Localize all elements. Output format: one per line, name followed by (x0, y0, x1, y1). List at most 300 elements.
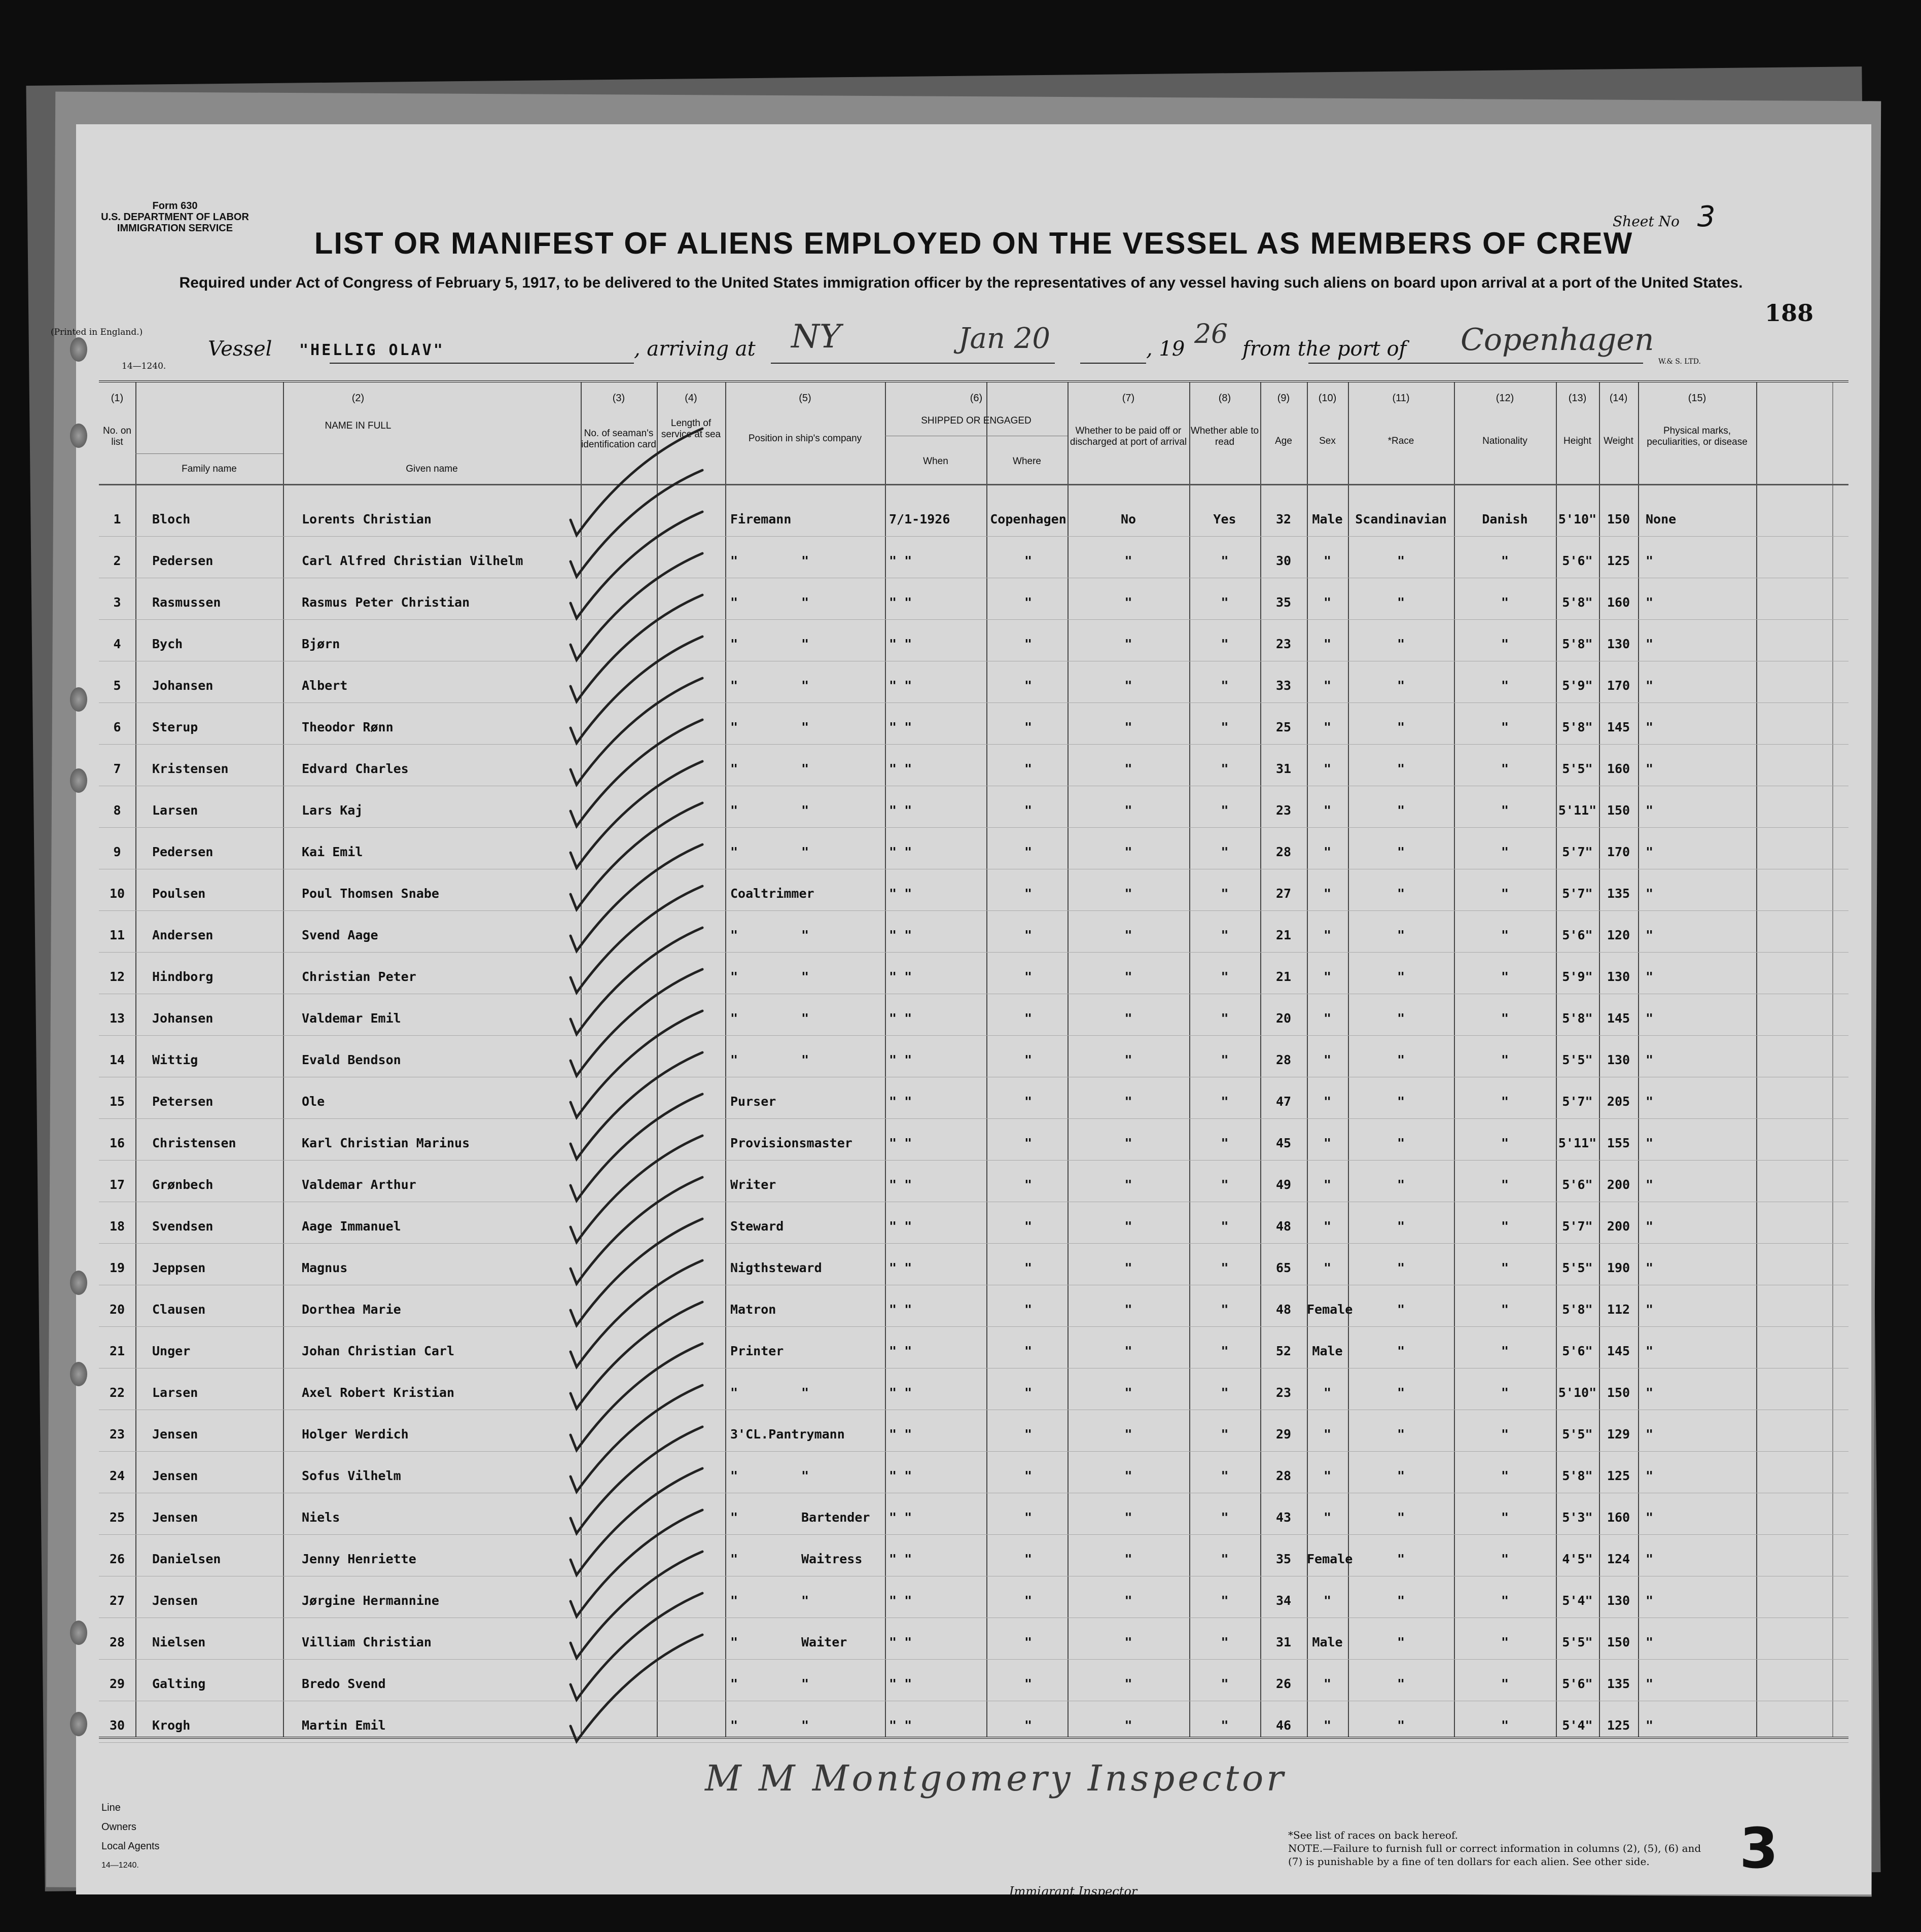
shipped-when: " " (889, 553, 912, 568)
position-detail: " (801, 761, 809, 776)
height: 5'8" (1562, 1011, 1593, 1026)
age: 31 (1275, 761, 1292, 776)
weight: 170 (1607, 845, 1630, 859)
table-row (99, 1427, 1848, 1467)
height: 5'11" (1558, 803, 1597, 818)
race: " (1397, 678, 1405, 693)
height: 5'6" (1562, 928, 1593, 942)
sheet-label: Sheet No (1613, 213, 1680, 230)
age: 48 (1275, 1219, 1292, 1234)
nationality: " (1501, 1302, 1509, 1317)
race: " (1397, 1011, 1405, 1026)
paid-off: " (1124, 1552, 1132, 1566)
weight: 135 (1607, 886, 1630, 901)
given-name: Magnus (302, 1260, 348, 1275)
race: " (1397, 1260, 1405, 1275)
shipped-when: " " (889, 845, 912, 859)
family-name: Poulsen (152, 886, 206, 901)
row-number: 1 (113, 512, 121, 526)
position: " (730, 637, 738, 651)
family-name: Hindborg (152, 969, 214, 984)
physical-marks: " (1646, 1635, 1654, 1649)
shipped-where: " (1024, 803, 1033, 818)
family-name: Jeppsen (152, 1260, 206, 1275)
family-name: Petersen (152, 1094, 214, 1109)
position-detail: " (801, 1468, 809, 1483)
row-number: 25 (109, 1510, 125, 1525)
shipped-where: Copenhagen (990, 512, 1066, 526)
table-row (99, 928, 1848, 968)
given-name: Valdemar Arthur (302, 1177, 416, 1192)
col-num-14: (14) (1609, 393, 1628, 404)
position-detail: " (801, 637, 809, 651)
physical-marks: " (1646, 928, 1654, 942)
row-number: 30 (109, 1718, 125, 1733)
shipped-where: " (1024, 1302, 1033, 1317)
header-height: Height (1563, 436, 1591, 446)
position: " (730, 595, 738, 610)
age: 20 (1275, 1011, 1292, 1026)
height: 5'5" (1562, 1427, 1593, 1442)
given-name: Aage Immanuel (302, 1219, 401, 1234)
position-detail: " (801, 720, 809, 734)
table-row (99, 1136, 1848, 1176)
given-name: Kai Emil (302, 845, 363, 859)
height: 5'6" (1562, 1344, 1593, 1358)
paid-off: No (1120, 512, 1136, 526)
binder-hole (70, 768, 87, 793)
race: " (1397, 1468, 1405, 1483)
line-label: Line (101, 1802, 121, 1813)
race-note: *See list of races on back hereof. (1288, 1829, 1458, 1841)
row-number: 8 (113, 803, 121, 818)
position: " (730, 553, 738, 568)
given-name: Jørgine Hermannine (302, 1593, 439, 1608)
position: " (730, 1718, 738, 1733)
binder-hole (70, 337, 87, 362)
position: " (730, 803, 738, 818)
position: " (730, 928, 738, 942)
paid-off: " (1124, 595, 1132, 610)
service: IMMIGRATION SERVICE (117, 223, 233, 234)
able-to-read: " (1221, 1510, 1229, 1525)
sex: Female (1307, 1552, 1353, 1566)
paid-off: " (1124, 1593, 1132, 1608)
table-row (99, 1219, 1848, 1259)
table-row (99, 512, 1848, 552)
physical-marks: " (1646, 1136, 1654, 1150)
given-name: Sofus Vilhelm (302, 1468, 401, 1483)
paid-off: " (1124, 1219, 1132, 1234)
table-row (99, 637, 1848, 677)
able-to-read: " (1221, 845, 1229, 859)
vessel-label: Vessel (208, 337, 272, 361)
table-row (99, 1468, 1848, 1509)
weight: 150 (1607, 803, 1630, 818)
family-name: Andersen (152, 928, 214, 942)
col-num-10: (10) (1318, 393, 1337, 404)
binder-hole (70, 424, 87, 448)
table-row (99, 1344, 1848, 1384)
height: 4'5" (1562, 1552, 1593, 1566)
form-number: Form 630 (152, 200, 198, 212)
table-row (99, 761, 1848, 802)
shipped-where: " (1024, 1136, 1033, 1150)
position-detail: " (801, 595, 809, 610)
family-name: Rasmussen (152, 595, 221, 610)
family-name: Wittig (152, 1052, 198, 1067)
row-number: 17 (109, 1177, 125, 1192)
header-family-name: Family name (182, 464, 237, 474)
family-name: Sterup (152, 720, 198, 734)
physical-marks: " (1646, 1676, 1654, 1691)
penalty-note: NOTE.—Failure to furnish full or correct information in columns (2), (5), (6) and (7) is punishable by a fine of ten dollars for each alien. See other side. (1288, 1842, 1701, 1868)
shipped-when: " " (889, 1260, 912, 1275)
physical-marks: " (1646, 1468, 1654, 1483)
height: 5'6" (1562, 1676, 1593, 1691)
nationality: " (1501, 1385, 1509, 1400)
family-name: Bloch (152, 512, 191, 526)
able-to-read: " (1221, 1676, 1229, 1691)
paid-off: " (1124, 1011, 1132, 1026)
physical-marks: " (1646, 678, 1654, 693)
inspector-label: Immigrant Inspector (1009, 1884, 1137, 1899)
paid-off: " (1124, 1177, 1132, 1192)
shipped-when: " " (889, 1094, 912, 1109)
position: " (730, 1593, 738, 1608)
weight: 190 (1607, 1260, 1630, 1275)
able-to-read: " (1221, 761, 1229, 776)
height: 5'10" (1558, 1385, 1597, 1400)
given-name: Lars Kaj (302, 803, 363, 818)
position: " (730, 1552, 738, 1566)
nationality: " (1501, 1676, 1509, 1691)
race: " (1397, 886, 1405, 901)
able-to-read: " (1221, 1094, 1229, 1109)
printer-mark: W.& S. LTD. (1658, 358, 1701, 366)
table-row (99, 886, 1848, 927)
header-when: When (923, 456, 948, 467)
sex: " (1323, 761, 1332, 776)
paid-off: " (1124, 1052, 1132, 1067)
race: " (1397, 595, 1405, 610)
sex: " (1323, 1219, 1332, 1234)
shipped-when: " " (889, 1510, 912, 1525)
table-row (99, 553, 1848, 594)
position: " (730, 1385, 738, 1400)
row-number: 14 (109, 1052, 125, 1067)
footer-labels (101, 1798, 160, 1875)
shipped-where: " (1024, 637, 1033, 651)
form-code: 14—1240. (122, 361, 166, 371)
able-to-read: " (1221, 1718, 1229, 1733)
page-number: 188 (1765, 299, 1814, 327)
age: 47 (1275, 1094, 1292, 1109)
height: 5'3" (1562, 1510, 1593, 1525)
position-detail: " (801, 1676, 809, 1691)
table-row (99, 1302, 1848, 1343)
header-paid-off: Whether to be paid off or discharged at port of arrival (1070, 426, 1187, 447)
age: 29 (1275, 1427, 1292, 1442)
able-to-read: " (1221, 1136, 1229, 1150)
sex: " (1323, 1136, 1332, 1150)
sex: " (1323, 678, 1332, 693)
able-to-read: " (1221, 678, 1229, 693)
shipped-where: " (1024, 595, 1033, 610)
header-able-read: Whether able to read (1190, 426, 1259, 447)
age: 21 (1275, 969, 1292, 984)
shipped-when: " " (889, 637, 912, 651)
height: 5'8" (1562, 637, 1593, 651)
race: " (1397, 1718, 1405, 1733)
sex: " (1323, 595, 1332, 610)
shipped-where: " (1024, 969, 1033, 984)
arrival-date: Jan 20 (958, 322, 1050, 355)
weight: 135 (1607, 1676, 1630, 1691)
row-number: 24 (109, 1468, 125, 1483)
shipped-when: " " (889, 1052, 912, 1067)
shipped-where: " (1024, 1011, 1033, 1026)
able-to-read: " (1221, 1427, 1229, 1442)
weight: 125 (1607, 1468, 1630, 1483)
family-name: Svendsen (152, 1219, 214, 1234)
shipped-when: " " (889, 1468, 912, 1483)
position-detail: " (801, 803, 809, 818)
height: 5'9" (1562, 969, 1593, 984)
able-to-read: " (1221, 1052, 1229, 1067)
position: Coaltrimmer (730, 886, 814, 901)
nationality: " (1501, 1177, 1509, 1192)
able-to-read: Yes (1213, 512, 1236, 526)
sex: " (1323, 1510, 1332, 1525)
sex: " (1323, 1094, 1332, 1109)
col-num-13: (13) (1568, 393, 1587, 404)
position: Purser (730, 1094, 776, 1109)
row-number: 3 (113, 595, 121, 610)
physical-marks: " (1646, 1219, 1654, 1234)
department: U.S. DEPARTMENT OF LABOR (101, 212, 249, 223)
given-name: Theodor Rønn (302, 720, 394, 734)
weight: 200 (1607, 1177, 1630, 1192)
age: 46 (1275, 1718, 1292, 1733)
table-row (99, 1094, 1848, 1135)
sheet-number: 3 (1697, 200, 1716, 233)
weight: 145 (1607, 720, 1630, 734)
paid-off: " (1124, 761, 1132, 776)
able-to-read: " (1221, 1219, 1229, 1234)
shipped-when: 7/1-1926 (889, 512, 950, 526)
able-to-read: " (1221, 928, 1229, 942)
position: " (730, 761, 738, 776)
table-row (99, 1676, 1848, 1717)
sex: Female (1307, 1302, 1353, 1317)
col-num-1: (1) (111, 393, 124, 404)
position-detail: " (801, 553, 809, 568)
page-title: LIST OR MANIFEST OF ALIENS EMPLOYED ON THE VESSEL AS MEMBERS OF CREW (314, 226, 1633, 260)
binder-hole (70, 1712, 87, 1736)
given-name: Ole (302, 1094, 325, 1109)
col-num-3: (3) (612, 393, 625, 404)
nationality: " (1501, 1552, 1509, 1566)
row-number: 5 (113, 678, 121, 693)
age: 23 (1275, 803, 1292, 818)
height: 5'7" (1562, 1094, 1593, 1109)
race: " (1397, 928, 1405, 942)
race: " (1397, 1510, 1405, 1525)
able-to-read: " (1221, 1468, 1229, 1483)
weight: 205 (1607, 1094, 1630, 1109)
able-to-read: " (1221, 637, 1229, 651)
sex: " (1323, 845, 1332, 859)
family-name: Larsen (152, 1385, 198, 1400)
nationality: " (1501, 803, 1509, 818)
age: 65 (1275, 1260, 1292, 1275)
position: " (730, 1052, 738, 1067)
row-number: 18 (109, 1219, 125, 1234)
owners-label: Owners (101, 1821, 136, 1833)
nationality: " (1501, 1635, 1509, 1649)
paid-off: " (1124, 803, 1132, 818)
col-num-15: (15) (1688, 393, 1706, 404)
position: " (730, 845, 738, 859)
weight: 160 (1607, 761, 1630, 776)
given-name: Holger Werdich (302, 1427, 409, 1442)
paid-off: " (1124, 1468, 1132, 1483)
physical-marks: " (1646, 1302, 1654, 1317)
header-weight: Weight (1604, 436, 1633, 446)
paid-off: " (1124, 678, 1132, 693)
family-name: Johansen (152, 678, 214, 693)
agents-label: Local Agents (101, 1841, 160, 1852)
family-name: Krogh (152, 1718, 191, 1733)
shipped-where: " (1024, 1385, 1033, 1400)
shipped-when: " " (889, 928, 912, 942)
shipped-when: " " (889, 1593, 912, 1608)
nationality: " (1501, 637, 1509, 651)
col-num-2: (2) (351, 393, 365, 404)
shipped-where: " (1024, 678, 1033, 693)
table-row (99, 1011, 1848, 1051)
paid-off: " (1124, 886, 1132, 901)
age: 34 (1275, 1593, 1292, 1608)
table-row (99, 1260, 1848, 1301)
table-row (99, 969, 1848, 1010)
able-to-read: " (1221, 1385, 1229, 1400)
given-name: Axel Robert Kristian (302, 1385, 455, 1400)
shipped-where: " (1024, 845, 1033, 859)
able-to-read: " (1221, 803, 1229, 818)
family-name: Jensen (152, 1427, 198, 1442)
height: 5'6" (1562, 1177, 1593, 1192)
position: " (730, 1468, 738, 1483)
nationality: " (1501, 1052, 1509, 1067)
race: " (1397, 1219, 1405, 1234)
sex: " (1323, 1676, 1332, 1691)
row-number: 23 (109, 1427, 125, 1442)
row-number: 6 (113, 720, 121, 734)
paid-off: " (1124, 1676, 1132, 1691)
row-number: 21 (109, 1344, 125, 1358)
able-to-read: " (1221, 1635, 1229, 1649)
row-number: 9 (113, 845, 121, 859)
age: 23 (1275, 1385, 1292, 1400)
sex: " (1323, 553, 1332, 568)
physical-marks: None (1646, 512, 1677, 526)
page-subtitle: Required under Act of Congress of February 5, 1917, to be delivered to the United States immigration officer by the representatives of any vessel having such aliens on board upon arrival at a port of the United States. (179, 274, 1743, 291)
height: 5'5" (1562, 1260, 1593, 1275)
col-num-12: (12) (1496, 393, 1514, 404)
race: " (1397, 553, 1405, 568)
physical-marks: " (1646, 1385, 1654, 1400)
position: Printer (730, 1344, 784, 1358)
physical-marks: " (1646, 1718, 1654, 1733)
race: " (1397, 1094, 1405, 1109)
shipped-where: " (1024, 1219, 1033, 1234)
shipped-when: " " (889, 1177, 912, 1192)
position: Nigthsteward (730, 1260, 822, 1275)
row-number: 26 (109, 1552, 125, 1566)
position-detail: " (801, 1718, 809, 1733)
height: 5'5" (1562, 1635, 1593, 1649)
family-name: Christensen (152, 1136, 236, 1150)
sex: " (1323, 1177, 1332, 1192)
age: 28 (1275, 1052, 1292, 1067)
nationality: " (1501, 678, 1509, 693)
table-row (99, 1385, 1848, 1426)
position-detail: " (801, 928, 809, 942)
weight: 160 (1607, 1510, 1630, 1525)
nationality: " (1501, 595, 1509, 610)
sex: " (1323, 1260, 1332, 1275)
physical-marks: " (1646, 1052, 1654, 1067)
weight: 145 (1607, 1344, 1630, 1358)
row-number: 4 (113, 637, 121, 651)
weight: 125 (1607, 1718, 1630, 1733)
position: " (730, 1676, 738, 1691)
row-number: 27 (109, 1593, 125, 1608)
weight: 150 (1607, 1385, 1630, 1400)
height: 5'7" (1562, 886, 1593, 901)
header-seaman-card: No. of seaman's identification card (581, 428, 656, 450)
stamped-number: 3 (1739, 1816, 1778, 1881)
age: 28 (1275, 845, 1292, 859)
header-sex: Sex (1319, 436, 1336, 446)
age: 25 (1275, 720, 1292, 734)
family-name: Clausen (152, 1302, 206, 1317)
family-name: Jensen (152, 1510, 198, 1525)
physical-marks: " (1646, 1094, 1654, 1109)
header-length-service: Length of service at sea (661, 418, 721, 440)
family-name: Pedersen (152, 553, 214, 568)
header-shipped-engaged: SHIPPED OR ENGAGED (921, 415, 1031, 426)
physical-marks: " (1646, 1177, 1654, 1192)
binder-hole (70, 1271, 87, 1295)
given-name: Bredo Svend (302, 1676, 386, 1691)
able-to-read: " (1221, 1552, 1229, 1566)
able-to-read: " (1221, 1302, 1229, 1317)
weight: 200 (1607, 1219, 1630, 1234)
family-name: Larsen (152, 803, 198, 818)
from-label: from the port of (1242, 337, 1407, 361)
race: " (1397, 803, 1405, 818)
nationality: Danish (1482, 512, 1528, 526)
age: 28 (1275, 1468, 1292, 1483)
paid-off: " (1124, 928, 1132, 942)
age: 33 (1275, 678, 1292, 693)
table-row (99, 1052, 1848, 1093)
shipped-when: " " (889, 1635, 912, 1649)
height: 5'8" (1562, 1468, 1593, 1483)
